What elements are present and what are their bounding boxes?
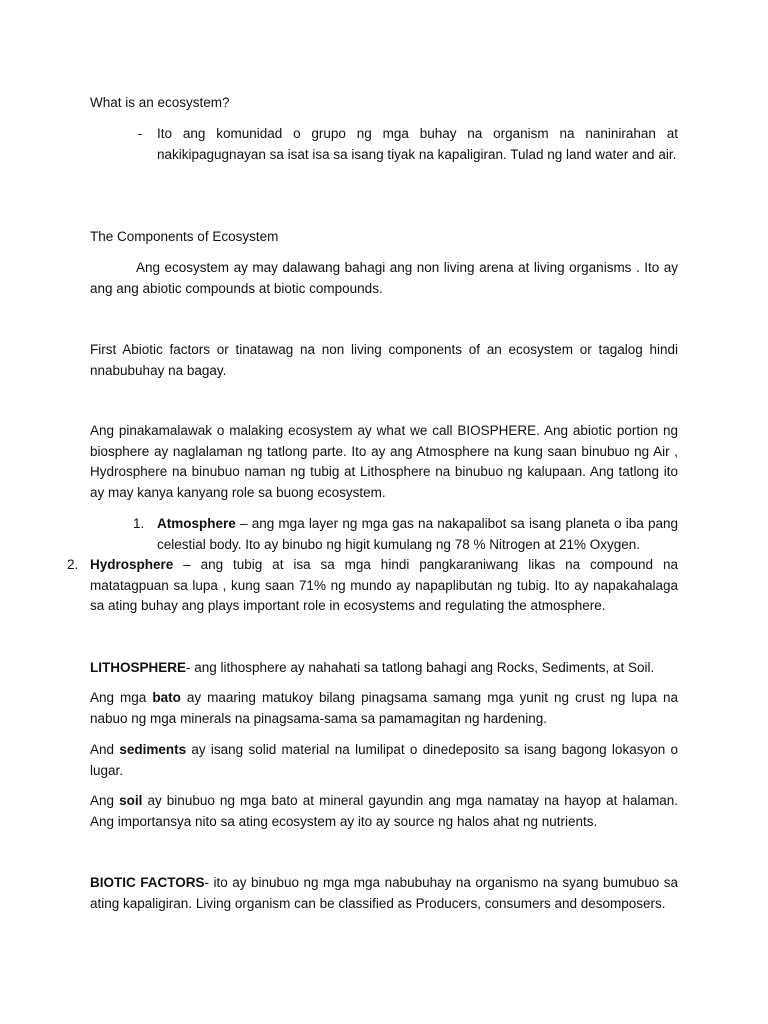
bato-text: ay maaring matukoy bilang pinagsama samang mga yunit ng crust ng lupa na nabuo ng mga minerals na pinagsama-sama sa pamamagitan ng hardening. xyxy=(90,690,678,726)
list-marker-2: 2. xyxy=(67,557,79,572)
heading-what-is-ecosystem: What is an ecosystem? xyxy=(90,95,230,110)
list-marker-1: 1. xyxy=(133,516,145,531)
atmosphere-text: – ang mga layer ng mga gas na nakapalibot sa isang planeta o iba pang celestial body. Ito ay binubo ng higit kumulang ng 78 % Nitrogen at 21% Oxygen. xyxy=(157,516,678,552)
soil-paragraph xyxy=(90,791,678,832)
biotic-paragraph xyxy=(90,873,678,914)
dash-bullet: - xyxy=(138,126,143,141)
list-item-hydrosphere xyxy=(90,555,678,617)
bato-paragraph xyxy=(90,688,678,729)
abiotic-paragraph: First Abiotic factors or tinatawag na non living components of an ecosystem or tagalog hindi nnabubuhay na bagay. xyxy=(90,342,678,378)
soil-text: ay binubuo ng mga bato at mineral gayundin ang mga namatay na hayop at halaman. Ang importansya nito sa ating ecosystem ay ito ay source ng halos ahat ng nutrients. xyxy=(90,793,678,829)
term-sediments: sediments xyxy=(119,742,187,757)
components-paragraph: Ang ecosystem ay may dalawang bahagi ang non living arena at living organisms . Ito ay ang ang abiotic compounds at biotic compounds. xyxy=(90,260,678,296)
sediments-pre: And xyxy=(90,742,120,757)
soil-pre: Ang xyxy=(90,793,120,808)
term-biotic-factors: BIOTIC FACTORS xyxy=(90,875,205,890)
term-lithosphere: LITHOSPHERE xyxy=(90,660,187,675)
biosphere-paragraph: Ang pinakamalawak o malaking ecosystem ay what we call BIOSPHERE. Ang abiotic portion ng biosphere ay naglalaman ng tatlong parte. Ito ay ang Atmosphere na kung saan binubuo ng Air , Hydrosphere na binubuo naman ng tubig at Lithosphere na binubuo ng kalupaan. Ang tatlong ito ay may kanya kanyang role sa buong ecosystem. xyxy=(90,423,678,500)
lithosphere-paragraph xyxy=(90,658,678,679)
hydrosphere-text: – ang tubig at isa sa mga hindi pangkaraniwang likas na compound na matatagpuan sa lupa , kung saan 71% ng mundo ay napaplibutan ng tubig. Ito ay napakahalaga sa ating buhay ang plays important role in ecosystems and regulating the atmosphere. xyxy=(90,557,678,613)
bato-pre: Ang mga xyxy=(90,690,153,705)
biotic-text: - ito ay binubuo ng mga mga nabubuhay na organismo na syang bumubuo sa ating kapaligiran. Living organism can be classified as Producers, consumers and desomposers. xyxy=(90,875,678,911)
term-bato: bato xyxy=(152,690,181,705)
list-item-atmosphere xyxy=(157,514,678,555)
sediments-paragraph xyxy=(90,740,678,781)
ecosystem-definition: Ito ang komunidad o grupo ng mga buhay na organism na naninirahan at nakikipagugnayan sa isat isa sa isang tiyak na kapaligiran. Tulad ng land water and air. xyxy=(157,126,678,162)
term-hydrosphere: Hydrosphere xyxy=(90,557,174,572)
heading-components: The Components of Ecosystem xyxy=(90,229,279,244)
term-soil: soil xyxy=(119,793,143,808)
lithosphere-text: - ang lithosphere ay nahahati sa tatlong bahagi ang Rocks, Sediments, at Soil. xyxy=(186,660,655,675)
term-atmosphere: Atmosphere xyxy=(157,516,236,531)
sediments-text: ay isang solid material na lumilipat o dinedeposito sa isang bagong lokasyon o lugar. xyxy=(90,742,679,778)
